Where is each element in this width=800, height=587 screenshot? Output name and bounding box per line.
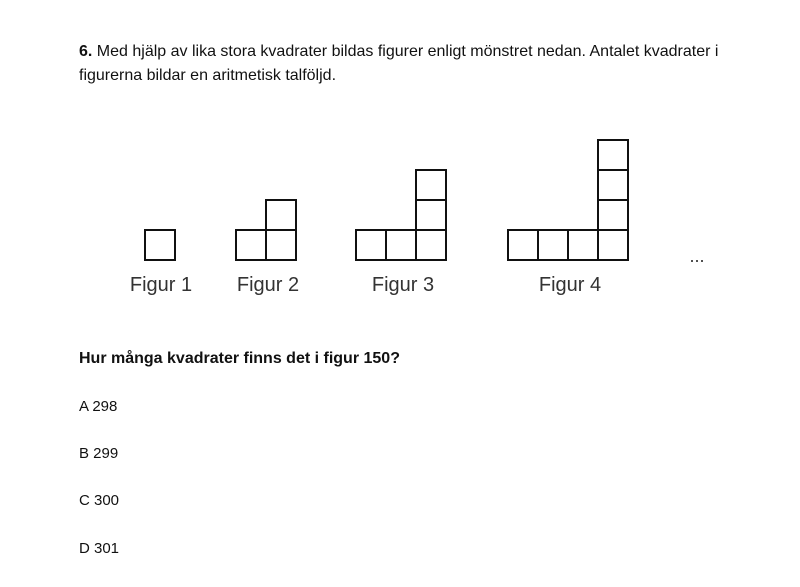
question-text: Hur många kvadrater finns det i figur 150?	[79, 350, 400, 367]
option-a: A 298	[79, 398, 118, 415]
option-c: C 300	[79, 492, 120, 509]
ellipsis: ...	[689, 246, 705, 266]
figure-4-label: Figur 4	[538, 274, 602, 296]
figure-2-label: Figur 2	[236, 274, 300, 296]
option-b: B 299	[79, 445, 119, 462]
figure-1-squares	[145, 230, 175, 260]
problem-number: 6.	[79, 43, 93, 60]
problem-text: Med hjälp av lika stora kvadrater bildas figurer enligt mönstret nedan. Antalet kvadrater i figurerna bildar en aritmetisk talföljd.	[79, 43, 719, 84]
figure-3-squares	[356, 170, 446, 260]
option-d: D 301	[79, 540, 120, 557]
figure-3-label: Figur 3	[371, 274, 435, 296]
figure-2-squares	[236, 200, 296, 260]
figure-4-squares	[508, 140, 628, 260]
figure-1-label: Figur 1	[129, 274, 193, 296]
